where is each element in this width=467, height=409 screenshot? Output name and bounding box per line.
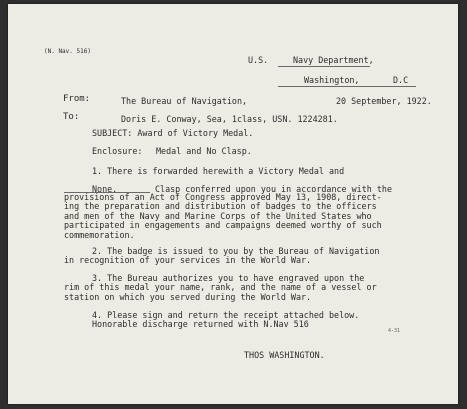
header-department: Navy Department, — [293, 55, 374, 65]
paragraph-1-line: ing the preparation and distribution of badges to the officers — [64, 201, 377, 212]
paragraph-4-body — [64, 311, 359, 330]
paragraph-1-line: and men of the Navy and Marine Corps of the United States who — [64, 210, 372, 221]
paragraph-4-line: Honorable discharge returned with N.Nav 516 — [92, 319, 309, 330]
paragraph-1-line: provisions of an Act of Congress approved May 13, 1908, direct- — [64, 192, 382, 202]
paragraph-1-body — [64, 193, 382, 240]
clasp-value: None. — [92, 184, 118, 194]
to-label: To: — [63, 112, 80, 122]
header-city: Washington, — [304, 75, 360, 85]
paragraph-1-line-1: 1. There is forwarded herewith a Victory Medal and — [92, 166, 345, 176]
paragraph-1-line: commemoration. — [64, 229, 135, 240]
form-number: (N. Nav. 516) — [44, 48, 91, 55]
paragraph-2-line: 2. The badge is issued to you by the Bureau of Navigation — [92, 246, 380, 256]
paragraph-3-line: rim of this medal your name, rank, and the name of a vessel or — [64, 282, 377, 293]
letter-page — [8, 4, 458, 404]
paragraph-1-line-2: Clasp conferred upon you in accordance with the — [155, 184, 392, 194]
header-us: U.S. — [248, 55, 269, 65]
signature: THOS WASHINGTON. — [244, 350, 325, 360]
paragraph-3-body — [64, 274, 377, 302]
paragraph-3-line: station on which you served during the World War. — [64, 291, 312, 302]
margin-mark: 4-31 — [388, 328, 401, 334]
to-value: Doris E. Conway, Sea, 1class, USN. 1224281. — [121, 114, 338, 124]
paragraph-2-body — [64, 247, 379, 266]
enclosure-value: Medal and No Clasp. — [156, 146, 252, 156]
paragraph-1-line: participated in engagements and campaigns deemed worthy of such — [64, 220, 382, 231]
from-value: The Bureau of Navigation, — [121, 96, 248, 106]
paragraph-3-line: 3. The Bureau authorizes you to have engraved upon the — [92, 273, 365, 283]
header-state: D.C — [393, 75, 409, 85]
subject-line: SUBJECT: Award of Victory Medal. — [92, 128, 254, 138]
department-underline — [278, 66, 370, 67]
city-underline — [278, 86, 416, 87]
enclosure-label: Enclosure: — [92, 146, 143, 156]
paragraph-4-line: 4. Please sign and return the receipt attached below. — [92, 310, 360, 320]
from-label: From: — [63, 94, 91, 104]
paragraph-2-line: in recognition of your services in the World War. — [64, 255, 312, 266]
letter-date: 20 September, 1922. — [336, 96, 432, 106]
